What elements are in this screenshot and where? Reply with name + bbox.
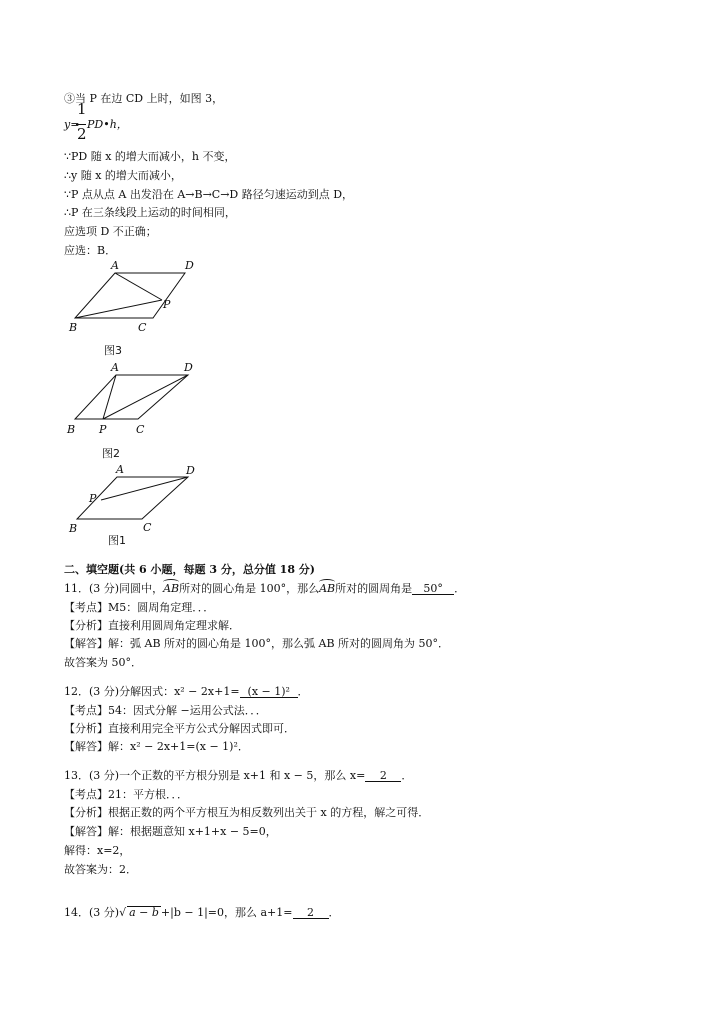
- q13-stem-text: 13．(3 分)一个正数的平方根分别是 x+1 和 x − 5，那么 x=: [64, 769, 366, 782]
- q11-guda: 故答案为 50°．: [64, 656, 142, 669]
- fig1-caption: 图1: [108, 534, 126, 547]
- q11-kaodian: 【考点】M5：圆周角定理．．．: [64, 601, 215, 614]
- formula-post: PD•h，: [87, 118, 128, 131]
- q11-arc-ab-1: AB: [163, 582, 180, 595]
- q13-stem-end: ．: [401, 769, 413, 782]
- fig3-label-a: A: [111, 259, 119, 272]
- fig1-label-p: P: [89, 492, 97, 505]
- segment-ap: [115, 273, 162, 300]
- q12-stem: [64, 686, 309, 698]
- case3-line-7: 应选项 D 不正确；: [64, 225, 157, 238]
- q11-arc-ab-2: AB: [319, 582, 336, 595]
- q14-radicand: a − b: [129, 906, 159, 919]
- fig1-label-a: A: [116, 463, 124, 476]
- q14-stem: 14．(3 分)√ a − b +|b − 1|=0，那么 a+1= 2 ．: [64, 906, 340, 919]
- fig3-label-c: C: [138, 321, 147, 334]
- q11-jieda: 【解答】解：弧 AB 所对的圆心角是 100°，那么弧 AB 所对的圆周角为 50°．: [64, 637, 450, 650]
- fig2-label-c: C: [136, 423, 145, 436]
- formula-denominator: 2: [77, 125, 87, 143]
- q14-stem-a: 14．(3 分): [64, 906, 120, 919]
- fig1-label-d: D: [186, 464, 195, 477]
- figure-1: [60, 460, 210, 550]
- figure-2: [60, 358, 210, 466]
- fig2-label-b: B: [67, 423, 76, 436]
- parallelogram-abcd: [75, 273, 185, 318]
- q12-stem-end: ．: [297, 685, 309, 698]
- fig1-label-b: B: [69, 522, 78, 535]
- case3-line-4: ∴y 随 x 的增大而减小，: [64, 169, 182, 182]
- q11-stem-b: 所对的圆心角是 100°，那么: [179, 582, 320, 595]
- q14-stem-b: +|b − 1|=0，那么 a+1=: [160, 906, 293, 919]
- q13-kaodian: 【考点】21：平方根．．．: [64, 788, 188, 801]
- q11-stem-end: ．: [454, 582, 466, 595]
- fig3-label-d: D: [185, 259, 194, 272]
- fig2-caption: 图2: [102, 447, 120, 460]
- q13-jieda: 【解答】解：根据题意知 x+1+x − 5=0，: [64, 825, 277, 838]
- formula-pre: y=: [64, 118, 80, 131]
- q11-stem: [64, 583, 465, 595]
- q13-guda: 故答案为：2．: [64, 863, 137, 876]
- q12-kaodian: 【考点】54：因式分解 −运用公式法．．．: [64, 704, 267, 717]
- fig2-label-a: A: [111, 361, 119, 374]
- q12-answer: (x − 1)²: [240, 686, 298, 698]
- fig3-label-b: B: [69, 321, 78, 334]
- q11-stem-a: 11．(3 分)同圆中，: [64, 582, 164, 595]
- formula-numerator: 1: [77, 100, 87, 118]
- case3-line-6: ∴P 在三条线段上运动的时间相同，: [64, 206, 236, 219]
- q13-answer: 2: [365, 770, 401, 782]
- q11-stem-c: 所对的圆周角是: [335, 582, 413, 595]
- q11-fenxi: 【分析】直接利用圆周角定理求解．: [64, 619, 240, 632]
- q12-fenxi: 【分析】直接利用完全平方公式分解因式即可．: [64, 722, 295, 735]
- case3-line-1: ③当 P 在边 CD 上时，如图 3，: [64, 92, 224, 105]
- q13-stem: [64, 770, 412, 782]
- case3-line-5: ∵P 点从点 A 出发沿在 A→B→C→D 路径匀速运动到点 D，: [64, 188, 354, 201]
- q12-jieda: 【解答】解：x² − 2x+1=(x − 1)²．: [64, 740, 249, 753]
- q13-fenxi: 【分析】根据正数的两个平方根互为相反数列出关于 x 的方程，解之可得．: [64, 806, 430, 819]
- parallelogram-abcd: [75, 375, 188, 419]
- figure-3: [60, 256, 210, 364]
- q14-answer: 2: [293, 907, 329, 919]
- section-2-heading: 二、填空题(共 6 小题，每题 3 分，总分值 18 分): [64, 563, 316, 576]
- q14-stem-end: ．: [328, 906, 340, 919]
- fig1-label-c: C: [143, 521, 152, 534]
- fig2-label-p: P: [99, 423, 107, 436]
- case3-line-3: ∵PD 随 x 的增大而减小，h 不变，: [64, 150, 236, 163]
- fig3-label-p: P: [163, 298, 171, 311]
- fig3-caption: 图3: [104, 344, 122, 357]
- q11-answer: 50°: [412, 583, 454, 595]
- fig2-label-d: D: [184, 361, 193, 374]
- q12-stem-text: 12．(3 分)分解因式：x² − 2x+1=: [64, 685, 240, 698]
- q13-jiede: 解得：x=2，: [64, 844, 131, 857]
- case3-line-8: 应选：B．: [64, 244, 117, 257]
